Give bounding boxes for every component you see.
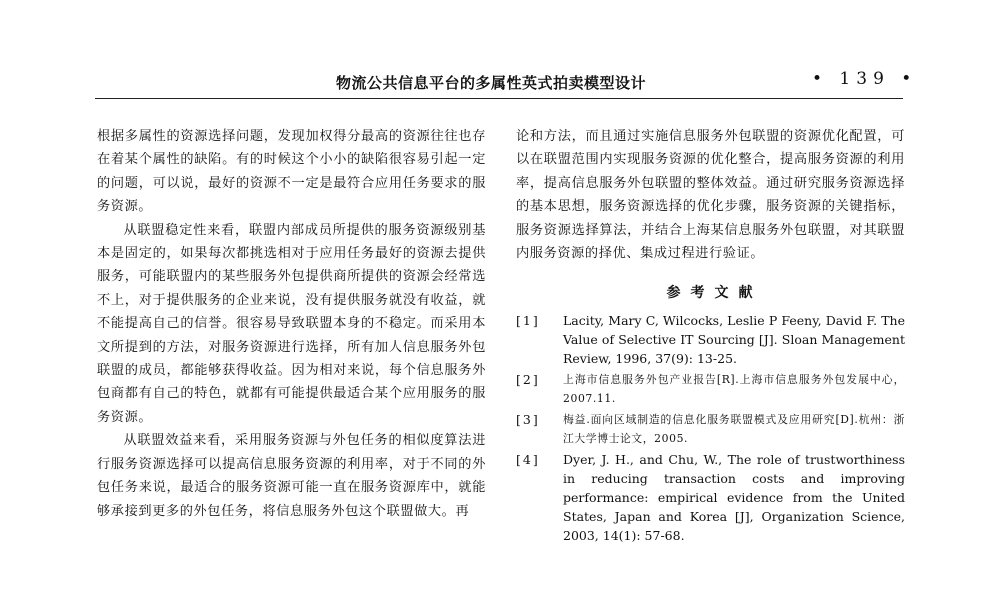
body-paragraph-2: 从联盟稳定性来看，联盟内部成员所提供的服务资源级别基本是固定的，如果每次都挑选相对于应用任务最好的资源去提供服务，可能联盟内的某些服务外包提供商所提供的资源会经常选不上，对于提供服务的企业来说，没有提供服务就没有收益，就不能提高自己的信誉。很容易导致联盟本身的不稳定。而采用本文所提到的方法，对服务资源进行选择，所有加人信息服务外包联盟的成员，都能够获得收益。因为相对来说，每个信息服务外包商都有自己的特色，就都有可能提供最适合某个应用服务的服务资源。 [97,222,486,425]
body-paragraph-1: 根据多属性的资源选择问题，发现加权得分最高的资源往往也存在着某个属性的缺陷。有的时候这个小小的缺陷很容易引起一定的问题，可以说，最好的资源不一定是最符合应用任务要求的服务资源。 [97,129,486,215]
reference-text: 上海市信息服务外包产业报告[R].上海市信息服务外包发展中心，2007.11. [563,373,905,406]
reference-number: [3] [516,412,540,428]
reference-text: 梅益.面向区域制造的信息化服务联盟模式及应用研究[D].杭州：浙江大学博士论文，2005. [563,413,905,446]
reference-text: Lacity, Mary C, Wilcocks, Leslie P Feeny, David F. The Value of Selective IT Sourcing [J]. Sloan Management Review, 1996, 37(9): 13-25. [563,313,905,367]
reference-number: [4] [516,452,540,468]
reference-number: [2] [516,372,540,388]
page-number: • 139 • [812,69,918,89]
left-column [97,125,486,523]
reference-item [516,450,905,545]
reference-item [516,311,905,368]
header-divider [95,98,903,99]
running-header-title: 物流公共信息平台的多属性英式拍卖模型设计 [336,74,647,92]
body-paragraph-3: 从联盟效益来看，采用服务资源与外包任务的相似度算法进行服务资源选择可以提高信息服务资源的利用率，对于不同的外包任务来说，最适合的服务资源可能一直在服务资源库中，就能够承接到更多的外包任务，将信息服务外包这个联盟做大。再 [97,433,486,519]
reference-item [516,410,905,448]
reference-text: Dyer, J. H., and Chu, W., The role of trustworthiness in reducing transaction costs and improving performance: empirical evidence from the United States, Japan and Korea [J], Organization Science, 2003, 14(1): 57-68. [563,452,905,544]
right-column [516,125,905,547]
reference-item [516,370,905,408]
conclusion-paragraph: 论和方法，而且通过实施信息服务外包联盟的资源优化配置，可以在联盟范围内实现服务资源的优化整合，提高服务资源的利用率，提高信息服务外包联盟的整体效益。通过研究服务资源选择的基本思想，服务资源选择的优化步骤，服务资源的关键指标，服务资源选择算法，并结合上海某信息服务外包联盟，对其联盟内服务资源的择优、集成过程进行验证。 [516,129,905,262]
reference-number: [1] [516,313,540,329]
references-heading: 参考文献 [666,285,763,302]
